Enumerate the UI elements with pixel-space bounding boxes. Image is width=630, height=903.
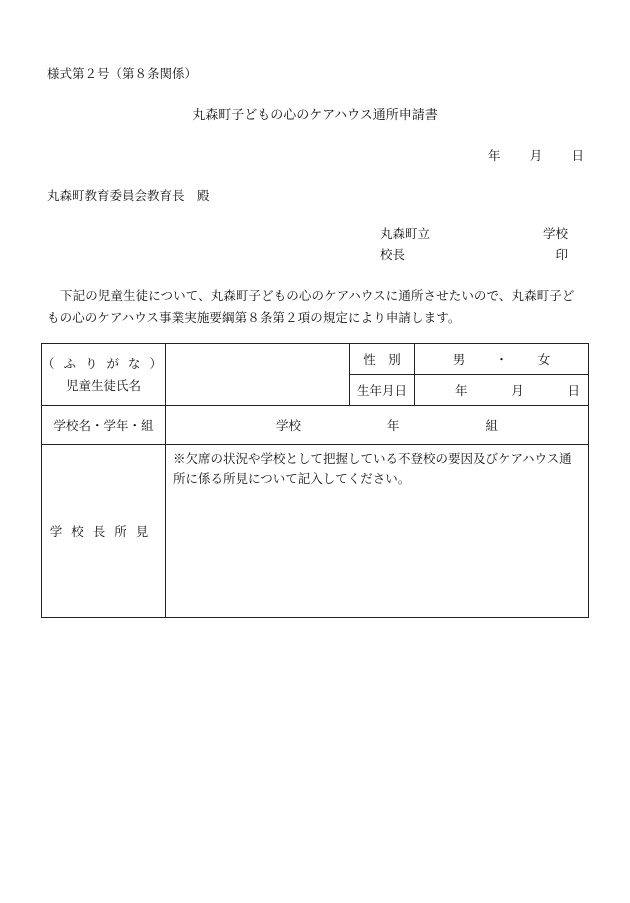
class-unit: 組 — [485, 418, 498, 433]
school-grade-label: 学校名・学年・組 — [42, 406, 166, 445]
date-year: 年 — [488, 148, 501, 163]
dob-year-unit: 年 — [455, 383, 468, 398]
addressee: 丸森町教育委員会教育長 殿 — [47, 188, 210, 203]
student-name-field[interactable] — [166, 344, 350, 406]
applicant-principal-line — [380, 245, 568, 263]
furigana-label: （ふりがな） — [42, 355, 172, 371]
application-table — [41, 343, 589, 618]
school-suffix: 学校 — [542, 226, 568, 241]
gender-separator: ・ — [495, 352, 508, 367]
grade-unit: 年 — [386, 418, 400, 433]
gender-field[interactable] — [415, 344, 589, 375]
form-number: 様式第２号（第８条関係） — [47, 66, 198, 81]
dob-month-unit: 月 — [511, 383, 524, 398]
page-title: 丸森町子どもの心のケアハウス通所申請書 — [192, 108, 438, 123]
date-month: 月 — [529, 148, 543, 163]
student-name-label: 児童生徒氏名 — [65, 377, 141, 393]
applicant-school-line — [380, 224, 568, 242]
dob-day-unit: 日 — [567, 383, 580, 398]
name-label-cell — [42, 344, 172, 406]
dob-field[interactable] — [415, 375, 589, 406]
application-statement: 下記の児童生徒について、丸森町子どもの心のケアハウスに通所させたいので、丸森町子どもの心のケアハウス事業実施要綱第８条第２項の規定により申請します。 — [47, 288, 575, 325]
gender-female[interactable]: 女 — [537, 352, 551, 367]
principal-opinion-label: 学校長所見 — [42, 445, 166, 618]
dob-label: 生年月日 — [350, 375, 415, 406]
gender-label: 性 別 — [350, 344, 415, 375]
school-unit: 学校 — [276, 418, 302, 433]
date-line — [488, 146, 584, 164]
school-prefix: 丸森町立 — [380, 226, 431, 241]
gender-male[interactable]: 男 — [452, 352, 466, 367]
opinion-instruction: ※欠席の状況や学校として把握している不登校の要因及びケアハウス通所に係る所見について記入してください。 — [173, 451, 572, 486]
school-grade-field[interactable] — [166, 406, 589, 445]
principal-label: 校長 — [380, 247, 406, 262]
date-day: 日 — [571, 148, 584, 163]
principal-opinion-field[interactable] — [166, 445, 589, 618]
seal-mark: 印 — [555, 247, 568, 262]
